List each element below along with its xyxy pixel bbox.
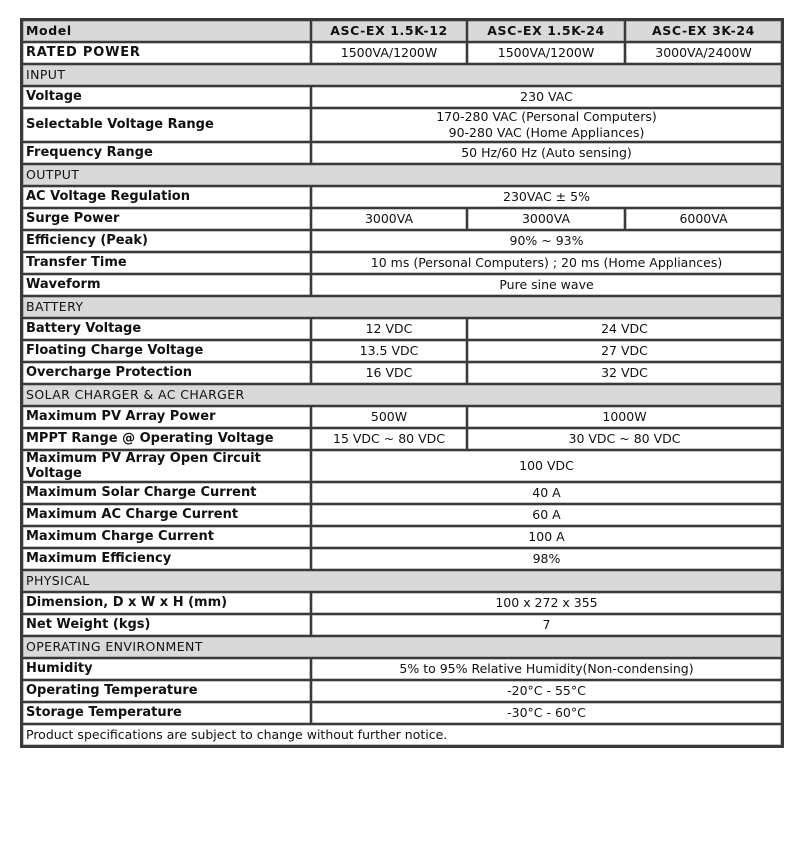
rated-power-row <box>22 42 782 64</box>
humidity-row <box>22 658 782 680</box>
surge-power-value: 3000VA <box>311 208 467 230</box>
max-charge-current-row <box>22 526 782 548</box>
floating-charge-24v-value: 27 VDC <box>467 340 782 362</box>
frequency-range-label: Frequency Range <box>22 142 311 164</box>
max-efficiency-label: Maximum Efficiency <box>22 548 311 570</box>
floating-charge-12v-value: 13.5 VDC <box>311 340 467 362</box>
overcharge-protection-label: Overcharge Protection <box>22 362 311 384</box>
operating-temperature-value: -20°C - 55°C <box>311 680 782 702</box>
frequency-range-row <box>22 142 782 164</box>
storage-temperature-label: Storage Temperature <box>22 702 311 724</box>
section-input <box>22 64 782 86</box>
surge-power-value: 3000VA <box>467 208 625 230</box>
rated-power-label: RATED POWER <box>22 42 311 64</box>
section-title: SOLAR CHARGER & AC CHARGER <box>22 384 782 406</box>
dimension-row <box>22 592 782 614</box>
ac-voltage-regulation-row <box>22 186 782 208</box>
efficiency-peak-row <box>22 230 782 252</box>
frequency-range-value: 50 Hz/60 Hz (Auto sensing) <box>311 142 782 164</box>
net-weight-value: 7 <box>311 614 782 636</box>
net-weight-row <box>22 614 782 636</box>
max-ac-charge-current-value: 60 A <box>311 504 782 526</box>
ac-voltage-regulation-value: 230VAC ± 5% <box>311 186 782 208</box>
footnote: Product specifications are subject to change without further notice. <box>22 724 782 746</box>
selectable-voltage-range-row <box>22 108 782 142</box>
transfer-time-label: Transfer Time <box>22 252 311 274</box>
rated-power-value: 1500VA/1200W <box>311 42 467 64</box>
specification-table <box>20 18 784 748</box>
mppt-range-label: MPPT Range @ Operating Voltage <box>22 428 311 450</box>
battery-voltage-12v-value: 12 VDC <box>311 318 467 340</box>
operating-temperature-row <box>22 680 782 702</box>
section-physical <box>22 570 782 592</box>
section-title: INPUT <box>22 64 782 86</box>
surge-power-value: 6000VA <box>625 208 782 230</box>
waveform-label: Waveform <box>22 274 311 296</box>
transfer-time-value: 10 ms (Personal Computers) ; 20 ms (Home Appliances) <box>311 252 782 274</box>
section-operating-environment <box>22 636 782 658</box>
rated-power-value: 3000VA/2400W <box>625 42 782 64</box>
section-title: OUTPUT <box>22 164 782 186</box>
humidity-value: 5% to 95% Relative Humidity(Non-condensing) <box>311 658 782 680</box>
efficiency-peak-value: 90% ~ 93% <box>311 230 782 252</box>
section-title: BATTERY <box>22 296 782 318</box>
model-asc-ex-1.5k-12: ASC-EX 1.5K-12 <box>311 20 467 42</box>
max-solar-charge-current-row <box>22 482 782 504</box>
battery-voltage-row <box>22 318 782 340</box>
overcharge-12v-value: 16 VDC <box>311 362 467 384</box>
max-charge-current-label: Maximum Charge Current <box>22 526 311 548</box>
floating-charge-voltage-row <box>22 340 782 362</box>
max-efficiency-row <box>22 548 782 570</box>
selectable-voltage-range-label: Selectable Voltage Range <box>22 108 311 142</box>
range-home-appliances: 90-280 VAC (Home Appliances) <box>448 125 645 140</box>
model-asc-ex-1.5k-24: ASC-EX 1.5K-24 <box>467 20 625 42</box>
surge-power-label: Surge Power <box>22 208 311 230</box>
ac-voltage-regulation-label: AC Voltage Regulation <box>22 186 311 208</box>
voltage-value: 230 VAC <box>311 86 782 108</box>
battery-voltage-label: Battery Voltage <box>22 318 311 340</box>
waveform-row <box>22 274 782 296</box>
max-charge-current-value: 100 A <box>311 526 782 548</box>
max-pv-array-power-12v-value: 500W <box>311 406 467 428</box>
max-ac-charge-current-row <box>22 504 782 526</box>
max-ac-charge-current-label: Maximum AC Charge Current <box>22 504 311 526</box>
net-weight-label: Net Weight (kgs) <box>22 614 311 636</box>
overcharge-24v-value: 32 VDC <box>467 362 782 384</box>
efficiency-peak-label: Efficiency (Peak) <box>22 230 311 252</box>
storage-temperature-value: -30°C - 60°C <box>311 702 782 724</box>
mppt-range-row <box>22 428 782 450</box>
storage-temperature-row <box>22 702 782 724</box>
max-pv-open-circuit-label: Maximum PV Array Open Circuit Voltage <box>22 450 311 482</box>
max-pv-array-power-label: Maximum PV Array Power <box>22 406 311 428</box>
section-output <box>22 164 782 186</box>
max-solar-charge-current-value: 40 A <box>311 482 782 504</box>
operating-temperature-label: Operating Temperature <box>22 680 311 702</box>
dimension-value: 100 x 272 x 355 <box>311 592 782 614</box>
mppt-range-24v-value: 30 VDC ~ 80 VDC <box>467 428 782 450</box>
floating-charge-voltage-label: Floating Charge Voltage <box>22 340 311 362</box>
voltage-row <box>22 86 782 108</box>
section-title: OPERATING ENVIRONMENT <box>22 636 782 658</box>
mppt-range-12v-value: 15 VDC ~ 80 VDC <box>311 428 467 450</box>
surge-power-row <box>22 208 782 230</box>
transfer-time-row <box>22 252 782 274</box>
model-label: Model <box>22 20 311 42</box>
max-pv-array-power-row <box>22 406 782 428</box>
max-pv-open-circuit-row <box>22 450 782 482</box>
max-pv-array-power-24v-value: 1000W <box>467 406 782 428</box>
model-asc-ex-3k-24: ASC-EX 3K-24 <box>625 20 782 42</box>
rated-power-value: 1500VA/1200W <box>467 42 625 64</box>
waveform-value: Pure sine wave <box>311 274 782 296</box>
humidity-label: Humidity <box>22 658 311 680</box>
voltage-label: Voltage <box>22 86 311 108</box>
section-battery <box>22 296 782 318</box>
max-solar-charge-current-label: Maximum Solar Charge Current <box>22 482 311 504</box>
section-title: PHYSICAL <box>22 570 782 592</box>
range-personal-computers: 170-280 VAC (Personal Computers) <box>436 109 657 124</box>
footnote-row <box>22 724 782 746</box>
model-header-row <box>22 20 782 42</box>
overcharge-protection-row <box>22 362 782 384</box>
section-solar-ac-charger <box>22 384 782 406</box>
selectable-voltage-range-value <box>311 108 782 142</box>
dimension-label: Dimension, D x W x H (mm) <box>22 592 311 614</box>
max-pv-open-circuit-value: 100 VDC <box>311 450 782 482</box>
battery-voltage-24v-value: 24 VDC <box>467 318 782 340</box>
max-efficiency-value: 98% <box>311 548 782 570</box>
